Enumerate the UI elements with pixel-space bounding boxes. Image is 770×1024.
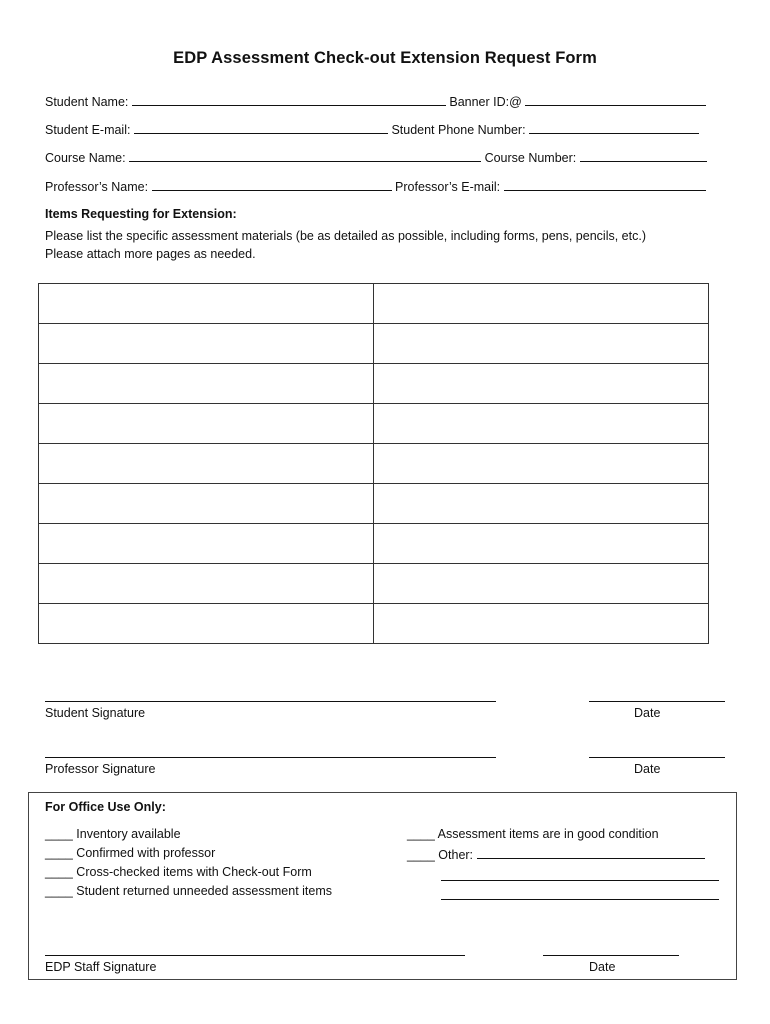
item-cell[interactable] xyxy=(374,444,709,484)
item-cell[interactable] xyxy=(374,524,709,564)
check-label: Other: xyxy=(438,848,474,862)
item-cell[interactable] xyxy=(39,604,374,644)
table-row xyxy=(39,604,709,644)
office-heading: For Office Use Only: xyxy=(45,800,166,814)
table-row xyxy=(39,324,709,364)
staff-signature-label: EDP Staff Signature xyxy=(45,960,157,974)
item-cell[interactable] xyxy=(374,404,709,444)
staff-signature-line[interactable] xyxy=(45,955,465,956)
check-label: Student returned unneeded assessment items xyxy=(76,884,333,898)
check-blank[interactable]: ____ xyxy=(45,884,73,898)
office-check-other[interactable] xyxy=(407,846,705,862)
item-cell[interactable] xyxy=(374,284,709,324)
student-name-field[interactable] xyxy=(45,93,706,109)
student-name-label: Student Name: xyxy=(45,95,129,109)
item-cell[interactable] xyxy=(39,364,374,404)
other-extra-line-2[interactable] xyxy=(441,899,719,900)
other-extra-line-1[interactable] xyxy=(441,880,719,881)
student-email-blank[interactable] xyxy=(134,121,388,134)
professor-name-blank[interactable] xyxy=(152,178,392,191)
item-cell[interactable] xyxy=(39,484,374,524)
check-blank[interactable]: ____ xyxy=(45,846,73,860)
professor-email-blank[interactable] xyxy=(504,178,706,191)
professor-email-label: Professor’s E-mail: xyxy=(395,180,501,194)
student-phone-blank[interactable] xyxy=(529,121,699,134)
check-label: Inventory available xyxy=(76,827,181,841)
items-table xyxy=(38,283,709,644)
item-cell[interactable] xyxy=(39,324,374,364)
items-attach-note: Please attach more pages as needed. xyxy=(45,247,256,261)
student-signature-line[interactable] xyxy=(45,701,496,702)
items-instructions: Please list the specific assessment materials (be as detailed as possible, including forms, pens, pencils, etc.) xyxy=(45,229,646,243)
course-name-field[interactable] xyxy=(45,149,707,165)
check-blank[interactable]: ____ xyxy=(407,827,435,841)
student-signature-label: Student Signature xyxy=(45,706,146,720)
student-phone-label: Student Phone Number: xyxy=(391,123,526,137)
staff-date-label: Date xyxy=(589,960,616,974)
course-number-blank[interactable] xyxy=(580,149,707,162)
item-cell[interactable] xyxy=(39,284,374,324)
table-row xyxy=(39,524,709,564)
item-cell[interactable] xyxy=(374,564,709,604)
table-row xyxy=(39,484,709,524)
office-check-confirmed[interactable] xyxy=(45,846,215,860)
office-check-crosschecked[interactable] xyxy=(45,865,312,879)
professor-date-label: Date xyxy=(634,762,661,776)
course-number-label: Course Number: xyxy=(484,151,577,165)
table-row xyxy=(39,404,709,444)
check-label: Cross-checked items with Check-out Form xyxy=(76,865,312,879)
student-name-blank[interactable] xyxy=(132,93,446,106)
office-check-condition[interactable] xyxy=(407,827,659,841)
table-row xyxy=(39,564,709,604)
item-cell[interactable] xyxy=(374,604,709,644)
item-cell[interactable] xyxy=(374,324,709,364)
table-row xyxy=(39,444,709,484)
student-email-field[interactable] xyxy=(45,121,699,137)
student-date-line[interactable] xyxy=(589,701,725,702)
professor-date-line[interactable] xyxy=(589,757,725,758)
professor-name-label: Professor’s Name: xyxy=(45,180,149,194)
check-blank[interactable]: ____ xyxy=(45,865,73,879)
items-heading: Items Requesting for Extension: xyxy=(45,207,237,221)
professor-signature-label: Professor Signature xyxy=(45,762,156,776)
student-date-label: Date xyxy=(634,706,661,720)
course-name-label: Course Name: xyxy=(45,151,126,165)
table-row xyxy=(39,284,709,324)
item-cell[interactable] xyxy=(374,484,709,524)
item-cell[interactable] xyxy=(39,444,374,484)
course-name-blank[interactable] xyxy=(129,149,481,162)
banner-id-label: Banner ID:@ xyxy=(449,95,522,109)
check-label: Assessment items are in good condition xyxy=(437,827,659,841)
item-cell[interactable] xyxy=(39,404,374,444)
item-cell[interactable] xyxy=(39,564,374,604)
check-blank[interactable]: ____ xyxy=(407,848,435,862)
item-cell[interactable] xyxy=(39,524,374,564)
professor-signature-line[interactable] xyxy=(45,757,496,758)
banner-id-blank[interactable] xyxy=(525,93,706,106)
staff-date-line[interactable] xyxy=(543,955,679,956)
form-title: EDP Assessment Check-out Extension Request Form xyxy=(173,49,597,67)
office-check-returned[interactable] xyxy=(45,884,332,898)
student-email-label: Student E-mail: xyxy=(45,123,131,137)
office-check-inventory[interactable] xyxy=(45,827,181,841)
check-blank[interactable]: ____ xyxy=(45,827,73,841)
table-row xyxy=(39,364,709,404)
check-label: Confirmed with professor xyxy=(76,846,216,860)
item-cell[interactable] xyxy=(374,364,709,404)
other-blank[interactable] xyxy=(477,846,705,859)
professor-name-field[interactable] xyxy=(45,178,706,194)
